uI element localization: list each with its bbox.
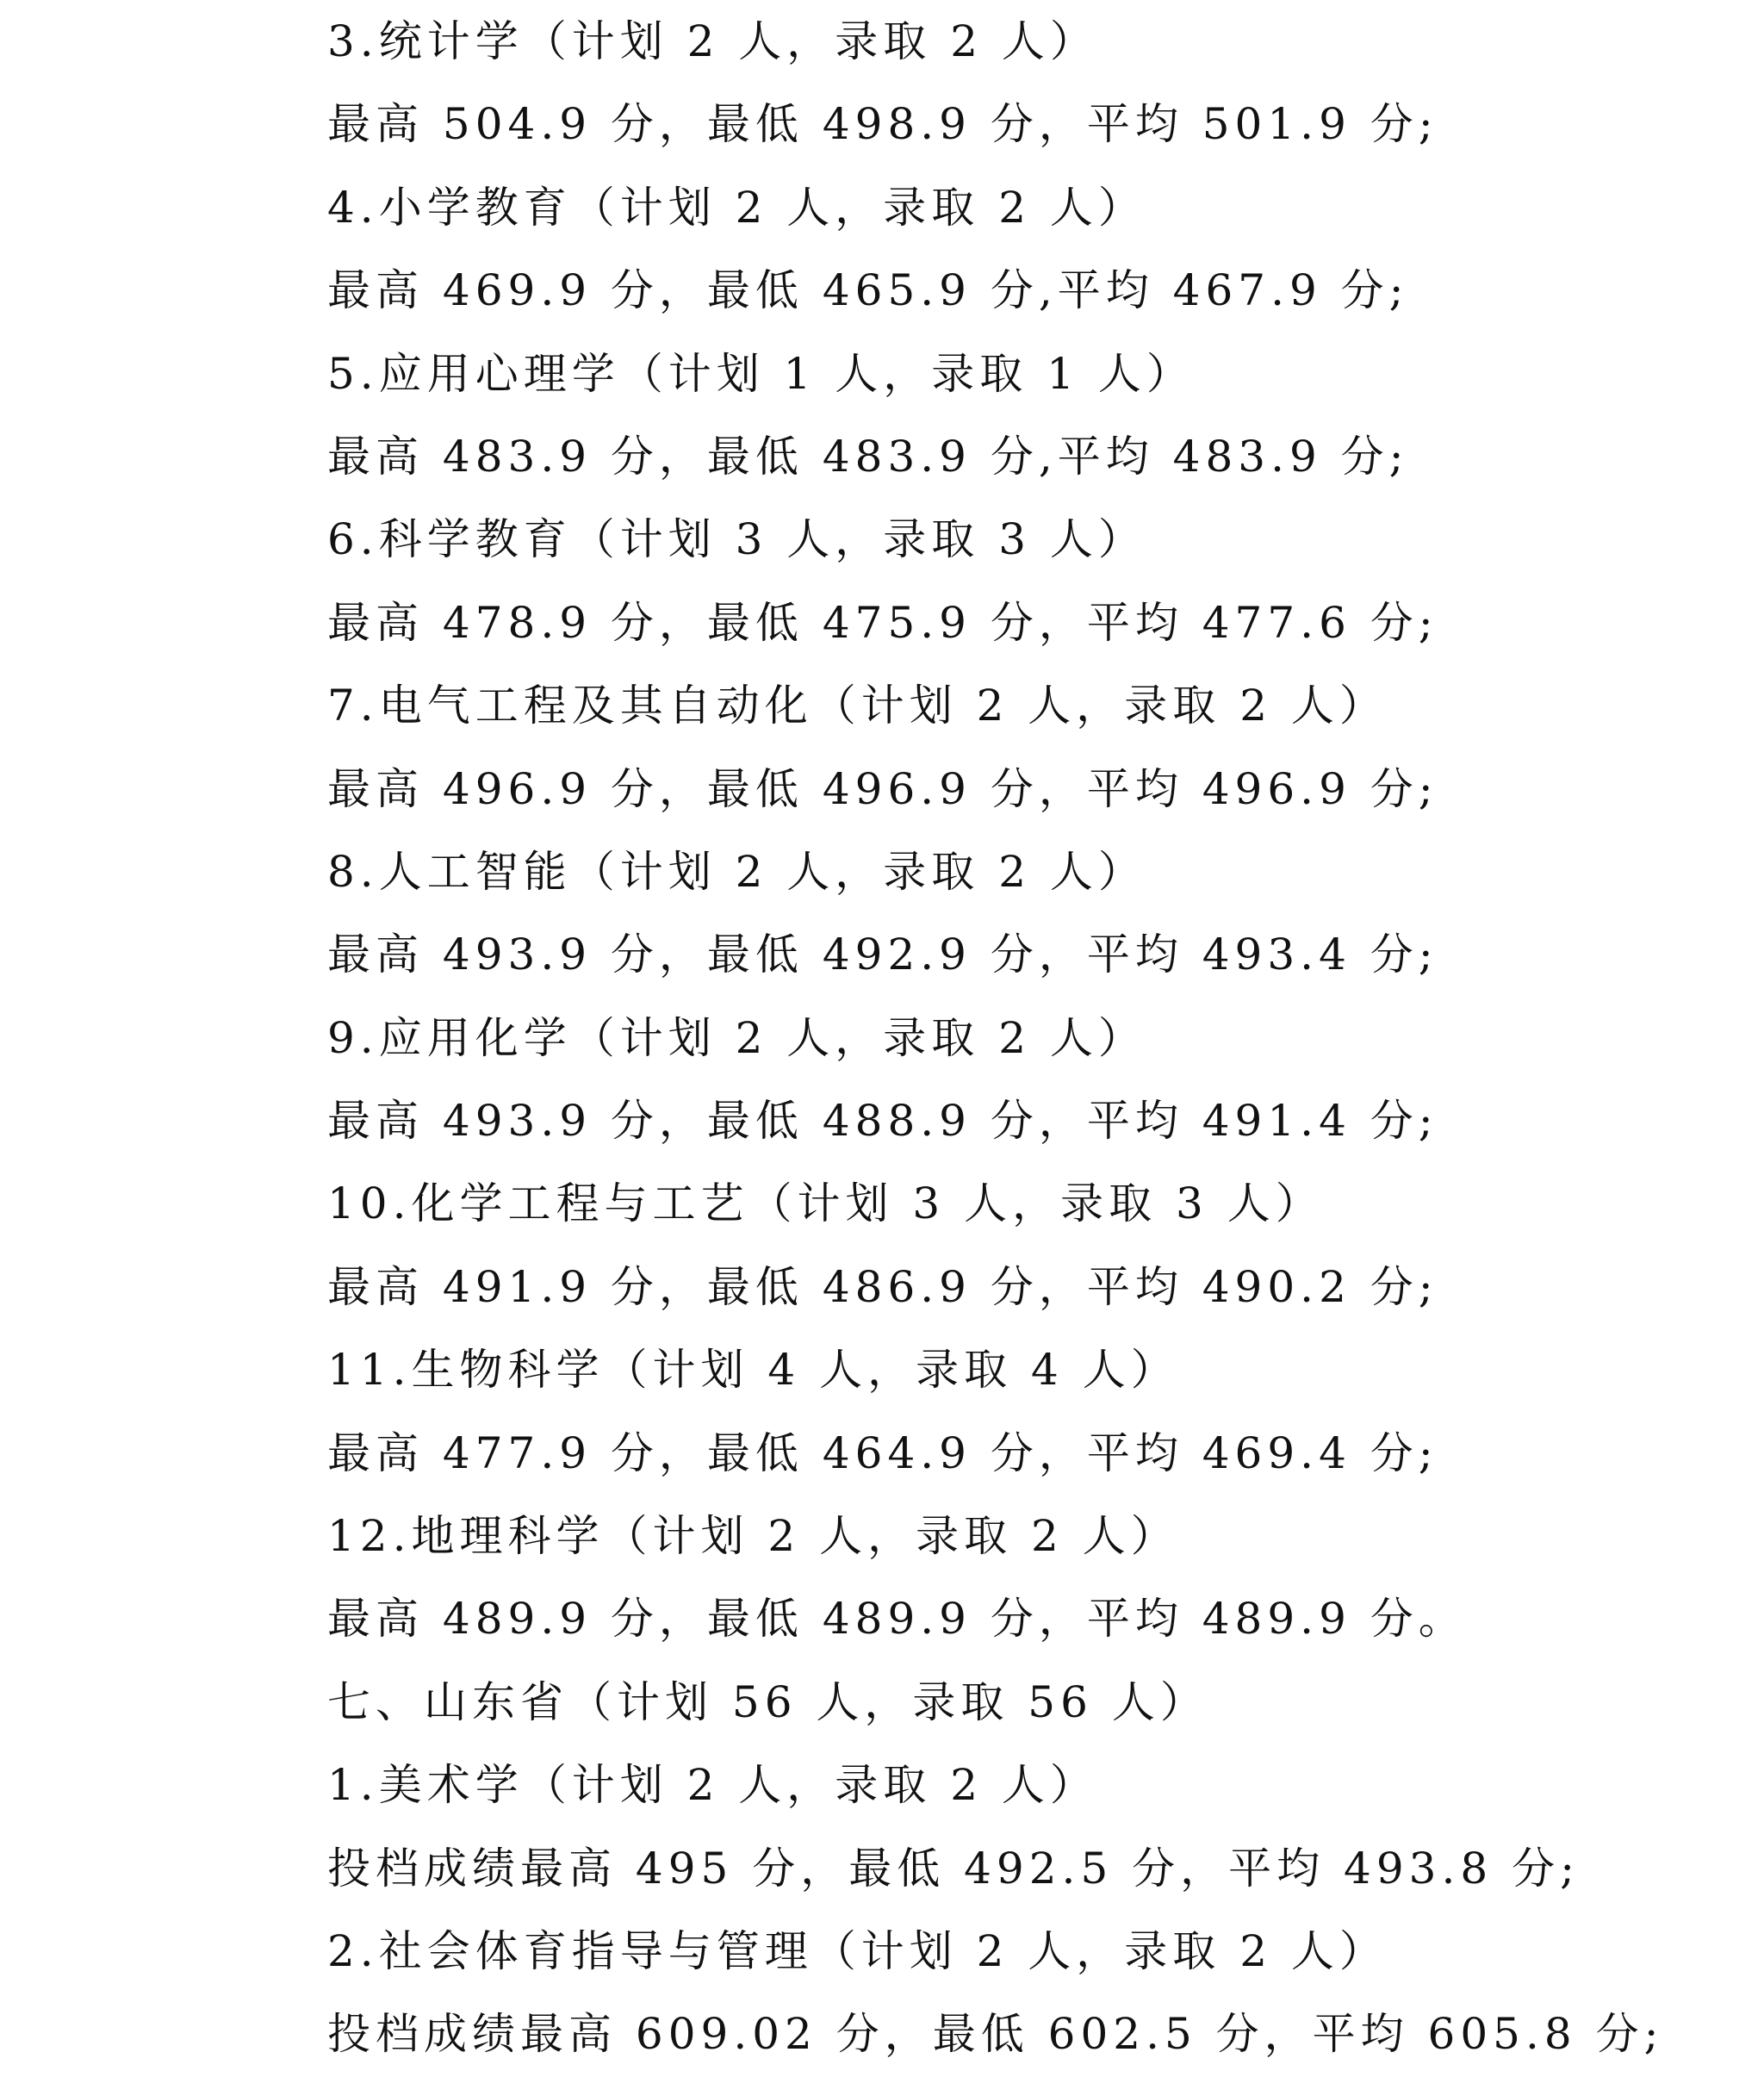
major-heading: 12.地理科学（计划 2 人，录取 2 人）: [327, 1511, 1179, 1562]
major-heading: 3.统计学（计划 2 人，录取 2 人）: [327, 16, 1098, 66]
major-heading: 6.科学教育（计划 3 人，录取 3 人）: [327, 514, 1146, 565]
score-line: 投档成绩最高 495 分，最低 492.5 分，平均 493.8 分;: [327, 1843, 1580, 1894]
score-line: 最高 478.9 分，最低 475.9 分，平均 477.6 分;: [327, 597, 1438, 648]
major-heading: 10.化学工程与工艺（计划 3 人，录取 3 人）: [327, 1178, 1324, 1229]
province-heading: 七、山东省（计划 56 人，录取 56 人）: [327, 1676, 1208, 1727]
score-line: 最高 489.9 分，最低 489.9 分，平均 489.9 分。: [327, 1594, 1467, 1645]
score-line: 最高 496.9 分，最低 496.9 分，平均 496.9 分;: [327, 763, 1438, 814]
major-heading: 2.社会体育指导与管理（计划 2 人，录取 2 人）: [327, 1925, 1388, 1976]
score-line: 最高 493.9 分，最低 488.9 分，平均 491.4 分;: [327, 1096, 1438, 1147]
score-line: 最高 491.9 分，最低 486.9 分，平均 490.2 分;: [327, 1261, 1438, 1312]
score-line: 最高 504.9 分，最低 498.9 分，平均 501.9 分;: [327, 99, 1438, 150]
document-body: [327, 0, 1740, 2076]
major-heading: 11.生物科学（计划 4 人，录取 4 人）: [327, 1345, 1179, 1396]
major-heading: 7.电气工程及其自动化（计划 2 人，录取 2 人）: [327, 681, 1388, 731]
major-heading: 4.小学教育（计划 2 人，录取 2 人）: [327, 182, 1146, 233]
major-heading: 5.应用心理学（计划 1 人，录取 1 人）: [327, 348, 1195, 399]
score-line: 最高 477.9 分，最低 464.9 分，平均 469.4 分;: [327, 1427, 1438, 1478]
score-line: 投档成绩最高 609.02 分，最低 602.5 分，平均 605.8 分;: [327, 2009, 1664, 2060]
major-heading: 8.人工智能（计划 2 人，录取 2 人）: [327, 846, 1146, 897]
score-line: 最高 469.9 分，最低 465.9 分,平均 467.9 分;: [327, 265, 1409, 316]
major-heading: 9.应用化学（计划 2 人，录取 2 人）: [327, 1012, 1146, 1063]
score-line: 最高 483.9 分，最低 483.9 分,平均 483.9 分;: [327, 431, 1409, 482]
score-line: 最高 493.9 分，最低 492.9 分，平均 493.4 分;: [327, 930, 1438, 980]
major-heading: 1.美术学（计划 2 人，录取 2 人）: [327, 1760, 1098, 1811]
